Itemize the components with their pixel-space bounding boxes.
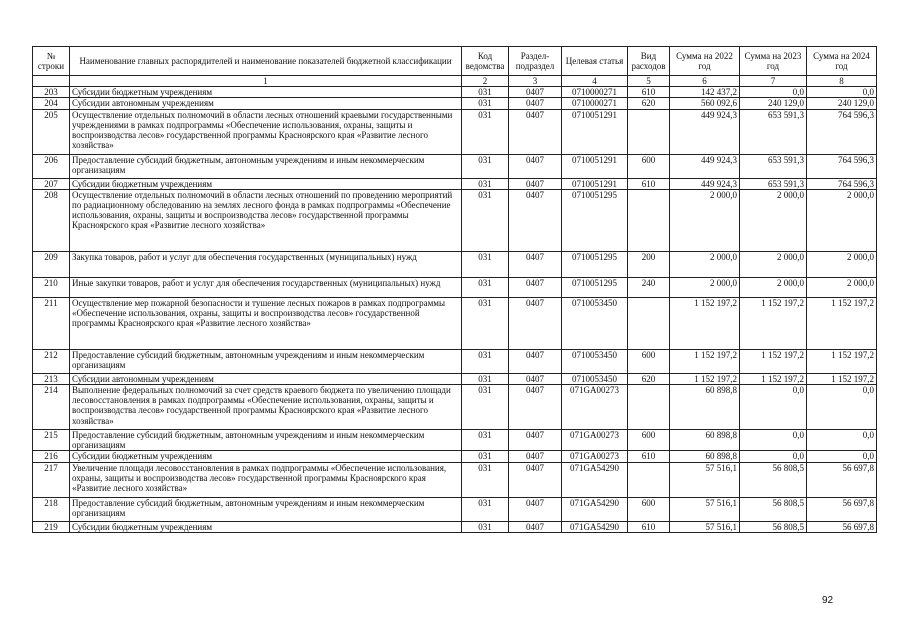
- sum-2024: 764 596,3: [807, 178, 877, 189]
- target-code: 0710051295: [562, 277, 628, 297]
- sum-2022: 1 152 197,2: [670, 297, 740, 349]
- expense-type: 600: [628, 154, 670, 178]
- target-code: 0710051291: [562, 154, 628, 178]
- sum-2024: 0,0: [807, 385, 877, 430]
- sum-2024: 56 697,8: [807, 462, 877, 497]
- expense-type: [628, 189, 670, 251]
- sum-2023: 1 152 197,2: [740, 297, 807, 349]
- row-number: 208: [33, 189, 70, 251]
- expense-type: [628, 297, 670, 349]
- column-number: 5: [628, 76, 670, 87]
- sum-2024: 2 000,0: [807, 251, 877, 277]
- sum-2022: 2 000,0: [670, 189, 740, 251]
- table-row: [33, 178, 877, 189]
- column-number: 2: [462, 76, 509, 87]
- section-code: 0407: [509, 109, 562, 154]
- row-number: 219: [33, 521, 70, 532]
- dept-code: 031: [462, 251, 509, 277]
- sum-2024: 0,0: [807, 87, 877, 98]
- sum-2023: 653 591,3: [740, 109, 807, 154]
- sum-2023: 0,0: [740, 430, 807, 451]
- sum-2023: 2 000,0: [740, 189, 807, 251]
- column-number: [33, 76, 70, 87]
- row-number: 213: [33, 373, 70, 384]
- header-name: Наименование главных распорядителей и наименование показателей бюджетной классификации: [70, 47, 462, 76]
- target-code: 071GA00273: [562, 430, 628, 451]
- sum-2023: 56 808,5: [740, 497, 807, 521]
- table-row: [33, 297, 877, 349]
- sum-2024: 56 697,8: [807, 521, 877, 532]
- expense-type: 240: [628, 277, 670, 297]
- expense-type: 600: [628, 497, 670, 521]
- header-section: Раздел-подраздел: [509, 47, 562, 76]
- sum-2023: 653 591,3: [740, 178, 807, 189]
- dept-code: 031: [462, 373, 509, 384]
- column-number-row: [33, 76, 877, 87]
- row-name: Предоставление субсидий бюджетным, автономным учреждениям и иным некоммерческим организациям: [70, 497, 462, 521]
- row-number: 214: [33, 385, 70, 430]
- expense-type: 610: [628, 87, 670, 98]
- row-number: 210: [33, 277, 70, 297]
- row-name: Предоставление субсидий бюджетным, автономным учреждениям и иным некоммерческим организациям: [70, 430, 462, 451]
- sum-2023: 0,0: [740, 385, 807, 430]
- target-code: 0710053450: [562, 373, 628, 384]
- expense-type: [628, 462, 670, 497]
- target-code: 0710051291: [562, 178, 628, 189]
- header-sum-2024: Сумма на 2024 год: [807, 47, 877, 76]
- table-row: [33, 189, 877, 251]
- table-row: [33, 462, 877, 497]
- section-code: 0407: [509, 178, 562, 189]
- sum-2023: 56 808,5: [740, 521, 807, 532]
- section-code: 0407: [509, 98, 562, 109]
- section-code: 0407: [509, 373, 562, 384]
- header-row-no: № строки: [33, 47, 70, 76]
- header-sum-2022: Сумма на 2022 год: [670, 47, 740, 76]
- dept-code: 031: [462, 98, 509, 109]
- table-row: [33, 497, 877, 521]
- dept-code: 031: [462, 154, 509, 178]
- sum-2024: 1 152 197,2: [807, 349, 877, 373]
- row-name: Предоставление субсидий бюджетным, автономным учреждениям и иным некоммерческим организациям: [70, 154, 462, 178]
- section-code: 0407: [509, 87, 562, 98]
- column-number: 8: [807, 76, 877, 87]
- row-name: Иные закупки товаров, работ и услуг для обеспечения государственных (муниципальных) нужд: [70, 277, 462, 297]
- table-row: [33, 385, 877, 430]
- row-number: 215: [33, 430, 70, 451]
- dept-code: 031: [462, 349, 509, 373]
- section-code: 0407: [509, 430, 562, 451]
- table-row: [33, 251, 877, 277]
- sum-2022: 142 437,2: [670, 87, 740, 98]
- sum-2022: 2 000,0: [670, 251, 740, 277]
- table-row: [33, 87, 877, 98]
- target-code: 071GA54290: [562, 497, 628, 521]
- sum-2022: 1 152 197,2: [670, 349, 740, 373]
- table-row: [33, 521, 877, 532]
- sum-2022: 449 924,3: [670, 109, 740, 154]
- row-name: Предоставление субсидий бюджетным, автономным учреждениям и иным некоммерческим организациям: [70, 349, 462, 373]
- sum-2022: 449 924,3: [670, 154, 740, 178]
- sum-2023: 0,0: [740, 87, 807, 98]
- target-code: 0710053450: [562, 349, 628, 373]
- target-code: 0710051295: [562, 251, 628, 277]
- sum-2023: 653 591,3: [740, 154, 807, 178]
- row-number: 205: [33, 109, 70, 154]
- row-number: 216: [33, 451, 70, 462]
- dept-code: 031: [462, 297, 509, 349]
- header-dept-code: Код ведомства: [462, 47, 509, 76]
- row-number: 212: [33, 349, 70, 373]
- row-name: Осуществление отдельных полномочий в области лесных отношений по проведению мероприятий по радиационному обследованию на землях лесного фонда в рамках подпрограммы «Обеспечение использования, охраны, защиты и воспроизводства лесов» государственной программы Красноярского края «Развитие лесного хозяйства»: [70, 189, 462, 251]
- sum-2024: 56 697,8: [807, 497, 877, 521]
- header-target: Целевая статья: [562, 47, 628, 76]
- section-code: 0407: [509, 385, 562, 430]
- column-number: 6: [670, 76, 740, 87]
- sum-2023: 1 152 197,2: [740, 373, 807, 384]
- row-number: 207: [33, 178, 70, 189]
- row-number: 218: [33, 497, 70, 521]
- dept-code: 031: [462, 178, 509, 189]
- target-code: 0710051295: [562, 189, 628, 251]
- expense-type: 610: [628, 521, 670, 532]
- sum-2022: 57 516,1: [670, 497, 740, 521]
- target-code: 0710053450: [562, 297, 628, 349]
- header-sum-2023: Сумма на 2023 год: [740, 47, 807, 76]
- row-name: Осуществление отдельных полномочий в области лесных отношений краевыми государственными учреждениями в рамках подпрограммы «Обеспечение использования, охраны, защиты и воспроизводства лесов» государственной программы Красноярского края «Развитие лесного хозяйства»: [70, 109, 462, 154]
- expense-type: 600: [628, 430, 670, 451]
- page-number: 92: [822, 595, 834, 606]
- expense-type: 600: [628, 349, 670, 373]
- sum-2023: 1 152 197,2: [740, 349, 807, 373]
- sum-2022: 2 000,0: [670, 277, 740, 297]
- sum-2024: 2 000,0: [807, 189, 877, 251]
- target-code: 071GA54290: [562, 462, 628, 497]
- row-name: Субсидии бюджетным учреждениям: [70, 87, 462, 98]
- dept-code: 031: [462, 87, 509, 98]
- sum-2024: 764 596,3: [807, 109, 877, 154]
- dept-code: 031: [462, 430, 509, 451]
- dept-code: 031: [462, 109, 509, 154]
- target-code: 0710000271: [562, 98, 628, 109]
- sum-2022: 560 092,6: [670, 98, 740, 109]
- sum-2023: 2 000,0: [740, 251, 807, 277]
- column-number: 3: [509, 76, 562, 87]
- table-row: [33, 109, 877, 154]
- target-code: 0710051291: [562, 109, 628, 154]
- expense-type: 200: [628, 251, 670, 277]
- table-row: [33, 373, 877, 384]
- row-number: 203: [33, 87, 70, 98]
- table-row: [33, 154, 877, 178]
- row-name: Субсидии бюджетным учреждениям: [70, 521, 462, 532]
- sum-2022: 57 516,1: [670, 521, 740, 532]
- table-row: [33, 98, 877, 109]
- section-code: 0407: [509, 154, 562, 178]
- row-number: 204: [33, 98, 70, 109]
- sum-2022: 449 924,3: [670, 178, 740, 189]
- column-number: 4: [562, 76, 628, 87]
- row-name: Выполнение федеральных полномочий за счет средств краевого бюджета по увеличению площади лесовосстановления в рамках подпрограммы «Обеспечение использования, охраны, защиты и воспроизводства лесов» государственной программы Красноярского края «Развитие лесного хозяйства»: [70, 385, 462, 430]
- dept-code: 031: [462, 462, 509, 497]
- row-name: Субсидии автономным учреждениям: [70, 98, 462, 109]
- dept-code: 031: [462, 497, 509, 521]
- target-code: 071GA00273: [562, 451, 628, 462]
- dept-code: 031: [462, 451, 509, 462]
- section-code: 0407: [509, 297, 562, 349]
- sum-2024: 1 152 197,2: [807, 297, 877, 349]
- column-number: 1: [70, 76, 462, 87]
- budget-table-body: [33, 87, 877, 533]
- row-name: Субсидии бюджетным учреждениям: [70, 178, 462, 189]
- section-code: 0407: [509, 451, 562, 462]
- sum-2022: 60 898,8: [670, 385, 740, 430]
- table-row: [33, 349, 877, 373]
- expense-type: 610: [628, 451, 670, 462]
- target-code: 071GA00273: [562, 385, 628, 430]
- row-number: 211: [33, 297, 70, 349]
- target-code: 071GA54290: [562, 521, 628, 532]
- expense-type: 620: [628, 373, 670, 384]
- sum-2024: 0,0: [807, 451, 877, 462]
- row-number: 209: [33, 251, 70, 277]
- section-code: 0407: [509, 521, 562, 532]
- sum-2024: 0,0: [807, 430, 877, 451]
- sum-2023: 56 808,5: [740, 462, 807, 497]
- section-code: 0407: [509, 349, 562, 373]
- expense-type: [628, 385, 670, 430]
- sum-2024: 764 596,3: [807, 154, 877, 178]
- sum-2022: 60 898,8: [670, 451, 740, 462]
- header-expense-type: Вид расходов: [628, 47, 670, 76]
- row-name: Осуществление мер пожарной безопасности и тушение лесных пожаров в рамках подпрограммы «Обеспечение использования, охраны, защиты и воспроизводства лесов» государственной программы Красноярского края «Развитие лесного хозяйства»: [70, 297, 462, 349]
- table-header-row: [33, 47, 877, 76]
- row-number: 217: [33, 462, 70, 497]
- table-row: [33, 451, 877, 462]
- expense-type: 620: [628, 98, 670, 109]
- section-code: 0407: [509, 462, 562, 497]
- sum-2023: 240 129,0: [740, 98, 807, 109]
- sum-2022: 57 516,1: [670, 462, 740, 497]
- column-number: 7: [740, 76, 807, 87]
- dept-code: 031: [462, 189, 509, 251]
- section-code: 0407: [509, 277, 562, 297]
- table-row: [33, 277, 877, 297]
- dept-code: 031: [462, 277, 509, 297]
- dept-code: 031: [462, 521, 509, 532]
- dept-code: 031: [462, 385, 509, 430]
- sum-2024: 2 000,0: [807, 277, 877, 297]
- sum-2022: 60 898,8: [670, 430, 740, 451]
- section-code: 0407: [509, 189, 562, 251]
- section-code: 0407: [509, 497, 562, 521]
- target-code: 0710000271: [562, 87, 628, 98]
- row-name: Увеличение площади лесовосстановления в рамках подпрограммы «Обеспечение использования, охраны, защиты и воспроизводства лесов» государственной программы Красноярского края «Развитие лесного хозяйства»: [70, 462, 462, 497]
- expense-type: [628, 109, 670, 154]
- row-name: Закупка товаров, работ и услуг для обеспечения государственных (муниципальных) нужд: [70, 251, 462, 277]
- section-code: 0407: [509, 251, 562, 277]
- table-row: [33, 430, 877, 451]
- sum-2024: 1 152 197,2: [807, 373, 877, 384]
- sum-2023: 0,0: [740, 451, 807, 462]
- row-number: 206: [33, 154, 70, 178]
- sum-2023: 2 000,0: [740, 277, 807, 297]
- sum-2022: 1 152 197,2: [670, 373, 740, 384]
- sum-2024: 240 129,0: [807, 98, 877, 109]
- row-name: Субсидии автономным учреждениям: [70, 373, 462, 384]
- row-name: Субсидии бюджетным учреждениям: [70, 451, 462, 462]
- expense-type: 610: [628, 178, 670, 189]
- budget-table: [32, 46, 877, 533]
